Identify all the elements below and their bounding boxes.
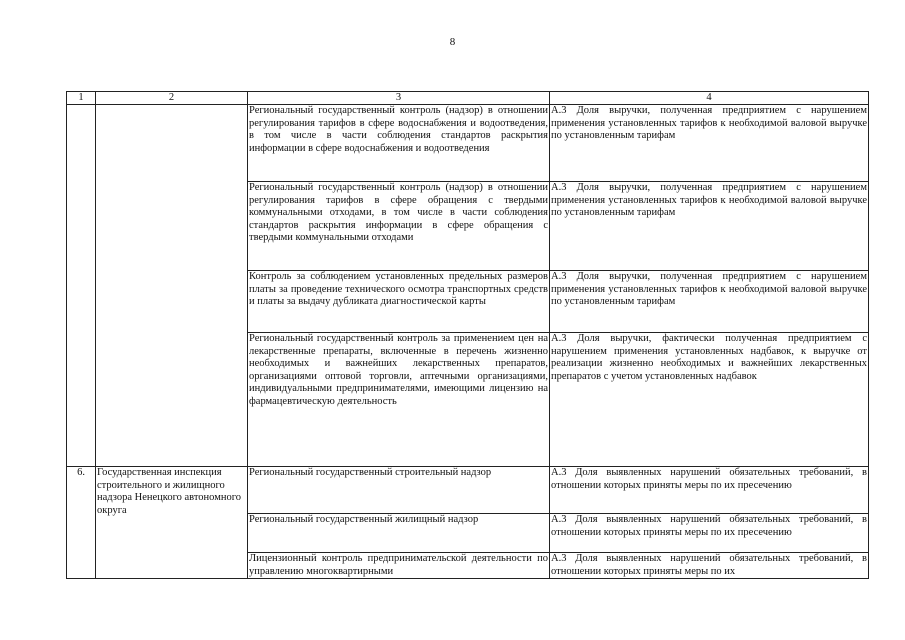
table-header-row — [67, 92, 869, 105]
authority-cell: Государственная инспекция строительного и жилищного надзора Ненецкого автономного округа — [96, 467, 248, 579]
row-number-cell: 6. — [67, 467, 96, 579]
page-number: 8 — [449, 36, 456, 48]
indicator-cell: А.3 Доля выручки, фактически полученная предприятием с нарушением применения установленных надбавок, к выручке от реализации жизненно необходимых и важнейших лекарственных препаратов с учетом установленных надбавок — [550, 333, 869, 467]
control-type-cell: Контроль за соблюдением установленных предельных размеров платы за проведение технического осмотра транспортных средств и платы за выдачу дубликата диагностической карты — [248, 271, 550, 333]
indicator-cell: А.3 Доля выявленных нарушений обязательных требований, в отношении которых приняты меры по их — [550, 553, 869, 579]
header-cell: 1 — [67, 92, 96, 105]
control-type-cell: Региональный государственный жилищный надзор — [248, 514, 550, 553]
header-cell: 2 — [96, 92, 248, 105]
row-number-cell — [67, 105, 96, 467]
indicators-table — [66, 91, 869, 579]
control-type-cell: Региональный государственный строительный надзор — [248, 467, 550, 514]
control-type-cell: Лицензионный контроль предпринимательской деятельности по управлению многоквартирными — [248, 553, 550, 579]
control-type-cell: Региональный государственный контроль (надзор) в отношении регулирования тарифов в сфере обращения с твердыми коммунальными отходами, в том числе в части соблюдения стандартов раскрытия информации в сфере обращения с твердыми коммунальными отходами — [248, 182, 550, 271]
authority-cell — [96, 105, 248, 467]
indicator-cell: А.3 Доля выручки, полученная предприятием с нарушением применения установленных тарифов к необходимой валовой выручке по установленным тарифам — [550, 105, 869, 182]
control-type-cell: Региональный государственный контроль (надзор) в отношении регулирования тарифов в сфере водоснабжения и водоотведения, в том числе в части соблюдения стандартов раскрытия информации в сфере водоснабжения и водоотведения — [248, 105, 550, 182]
indicator-cell: А.3 Доля выявленных нарушений обязательных требований, в отношении которых приняты меры по их пресечению — [550, 467, 869, 514]
header-cell: 4 — [550, 92, 869, 105]
indicator-cell: А.3 Доля выручки, полученная предприятием с нарушением применения установленных тарифов к необходимой валовой выручке по установленным тарифам — [550, 182, 869, 271]
table-row — [67, 467, 869, 514]
indicator-cell: А.3 Доля выручки, полученная предприятием с нарушением применения установленных тарифов к необходимой валовой выручке по установленным тарифам — [550, 271, 869, 333]
table-row — [67, 105, 869, 182]
indicator-cell: А.3 Доля выявленных нарушений обязательных требований, в отношении которых приняты меры по их пресечению — [550, 514, 869, 553]
control-type-cell: Региональный государственный контроль за применением цен на лекарственные препараты, включенные в перечень жизненно необходимых и важнейших лекарственных препаратов, организациями оптовой торговли, аптечными организациями, индивидуальными предпринимателями, имеющими лицензию на фармацевтическую деятельность — [248, 333, 550, 467]
header-cell: 3 — [248, 92, 550, 105]
